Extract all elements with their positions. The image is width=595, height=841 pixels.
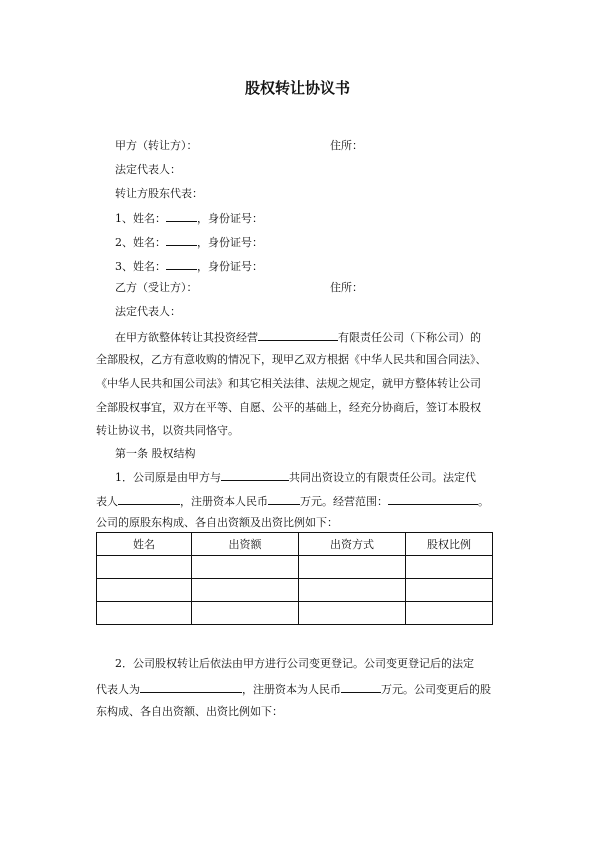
table-cell[interactable] xyxy=(192,602,299,625)
preamble-line-2: 全部股权，乙方有意收购的情况下，现甲乙双方根据《中华人民共和国合同法》、 xyxy=(96,353,487,366)
clause-2-line-1: 2．公司股权转让后依法由甲方进行公司变更登记。公司变更登记后的法定 xyxy=(115,657,474,670)
preamble-line-1a: 在甲方欲整体转让其投资经营 xyxy=(115,331,258,344)
new-registered-capital-blank[interactable] xyxy=(341,681,381,693)
shareholder-2-name-blank[interactable] xyxy=(166,234,197,246)
preamble-line-5: 转让协议书，以资共同恪守。 xyxy=(96,424,239,437)
article-1-clause-1-line-2 xyxy=(96,493,489,509)
shareholder-3-name-label: 3、姓名： xyxy=(115,260,166,273)
table-cell[interactable] xyxy=(97,602,192,625)
article-1-clause-1-line-1 xyxy=(115,469,476,485)
table-row xyxy=(97,579,493,602)
table-cell[interactable] xyxy=(192,579,299,602)
article-1-heading: 第一条 股权结构 xyxy=(115,447,196,460)
preamble-line-4: 全部股权事宜，双方在平等、自愿、公平的基础上，经充分协商后，签订本股权 xyxy=(96,401,481,414)
clause-1-legal-rep-label: 表人 xyxy=(96,495,118,508)
preamble-line-1b: 有限责任公司（下称公司）的 xyxy=(338,331,481,344)
new-legal-rep-blank[interactable] xyxy=(140,681,242,693)
party-b-label: 乙方（受让方）： xyxy=(115,281,198,294)
shareholder-3-id-label: ，身份证号： xyxy=(197,260,263,273)
clause-2-line-2 xyxy=(96,681,491,697)
clause-2-capital-label: ，注册资本为人民币 xyxy=(242,683,341,696)
party-b-address-label: 住所： xyxy=(330,281,363,294)
shareholder-2 xyxy=(115,234,263,250)
table-cell[interactable] xyxy=(299,556,406,579)
column-header-amount: 出资额 xyxy=(192,533,299,556)
shareholder-1-name-label: 1、姓名： xyxy=(115,212,166,225)
co-investor-blank[interactable] xyxy=(221,469,289,481)
table-row xyxy=(97,602,493,625)
clause-2-line-3: 东构成、各自出资额、出资比例如下： xyxy=(96,705,283,718)
clause-1-scope-label: 万元。经营范围： xyxy=(300,495,388,508)
shareholder-1 xyxy=(115,210,263,226)
company-name-blank[interactable] xyxy=(258,329,338,341)
table-row xyxy=(97,556,493,579)
shareholder-2-id-label: ，身份证号： xyxy=(197,236,263,249)
article-1-clause-1-line-3: 公司的原股东构成、各自出资额及出资比例如下： xyxy=(96,516,338,529)
preamble-line-1 xyxy=(115,329,481,345)
party-b-legal-rep-label: 法定代表人： xyxy=(115,305,181,318)
clause-1-text-a: 1．公司原是由甲方与 xyxy=(115,471,221,484)
table-cell[interactable] xyxy=(406,579,493,602)
party-a-legal-rep-label: 法定代表人： xyxy=(115,163,181,176)
table-cell[interactable] xyxy=(299,602,406,625)
original-shareholder-table xyxy=(96,532,493,625)
clause-1-text-b: 共同出资设立的有限责任公司。法定代 xyxy=(289,471,476,484)
shareholder-rep-label: 转让方股东代表： xyxy=(115,187,203,200)
legal-rep-blank[interactable] xyxy=(118,493,180,505)
shareholder-2-name-label: 2、姓名： xyxy=(115,236,166,249)
table-cell[interactable] xyxy=(97,556,192,579)
document-title: 股权转让协议书 xyxy=(244,79,350,97)
business-scope-blank[interactable] xyxy=(388,493,478,505)
table-cell[interactable] xyxy=(406,602,493,625)
clause-2-capital-suffix: 万元。公司变更后的股 xyxy=(381,683,491,696)
party-a-address-label: 住所： xyxy=(330,139,363,152)
table-cell[interactable] xyxy=(192,556,299,579)
column-header-ratio: 股权比例 xyxy=(406,533,493,556)
preamble-line-3: 《中华人民共和国公司法》和其它相关法律、法规之规定，就甲方整体转让公司 xyxy=(96,377,481,390)
registered-capital-blank[interactable] xyxy=(268,493,300,505)
shareholder-1-id-label: ，身份证号： xyxy=(197,212,263,225)
table-cell[interactable] xyxy=(299,579,406,602)
shareholder-1-name-blank[interactable] xyxy=(166,210,197,222)
column-header-name: 姓名 xyxy=(97,533,192,556)
column-header-method: 出资方式 xyxy=(299,533,406,556)
clause-1-period: 。 xyxy=(478,495,489,508)
party-a-label: 甲方（转让方）： xyxy=(115,139,198,152)
table-cell[interactable] xyxy=(97,579,192,602)
table-cell[interactable] xyxy=(406,556,493,579)
clause-2-legal-rep-label: 代表人为 xyxy=(96,683,140,696)
shareholder-3-name-blank[interactable] xyxy=(166,258,197,270)
table-header-row xyxy=(97,533,493,556)
shareholder-3 xyxy=(115,258,263,274)
clause-1-capital-label: ，注册资本人民币 xyxy=(180,495,268,508)
